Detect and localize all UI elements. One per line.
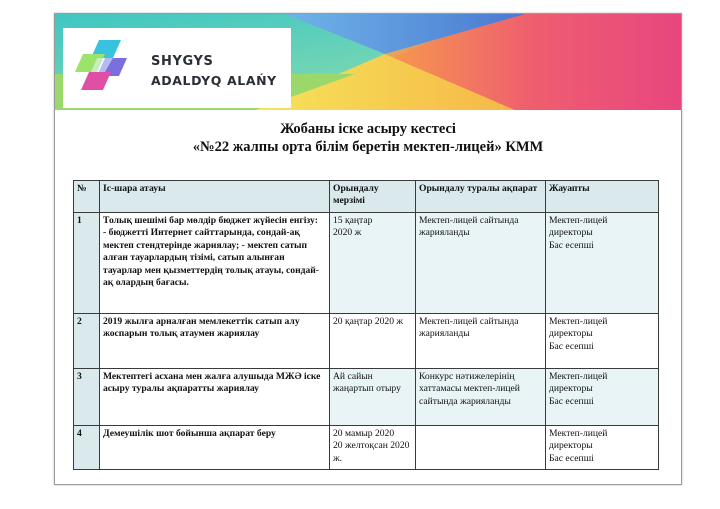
row-number: 2: [74, 314, 100, 369]
responsible-line: Бас есепші: [549, 239, 594, 251]
header-deadline: Орындалу мерзімі: [330, 181, 416, 213]
row-deadline: [330, 426, 416, 470]
row-action: [100, 426, 330, 470]
row-deadline: [330, 314, 416, 369]
row-number: 3: [74, 369, 100, 426]
header-banner: [55, 14, 681, 110]
responsible-line: Мектеп-лицей: [549, 215, 608, 226]
logo: [63, 28, 291, 108]
row-action: [100, 314, 330, 369]
row-info: Мектеп-лицей сайтында жарияланды: [416, 213, 546, 314]
row-action: [100, 213, 330, 314]
row-info: Конкурс нәтижелерінің хаттамасы мектеп-лицей сайтында жарияланды: [416, 369, 546, 426]
responsible-line: Мектеп-лицей: [549, 316, 608, 327]
row-deadline: [330, 213, 416, 314]
table-header-row: [74, 181, 659, 213]
responsible-line: Бас есепші: [549, 340, 594, 352]
row-number: 1: [74, 213, 100, 314]
schedule-table: [73, 180, 659, 470]
title-line2: «№22 жалпы орта білім беретін мектеп-лицей» КММ: [192, 139, 544, 155]
header-number: №: [74, 181, 100, 213]
title-line1: Жобаны іске асыру кестесі: [280, 121, 456, 137]
deadline-line: жаңартып отыру: [333, 383, 401, 395]
responsible-line: Мектеп-лицей: [549, 428, 608, 439]
deadline-line: 15 қаңтар: [333, 215, 373, 226]
table-row: [74, 213, 659, 314]
table-row: [74, 369, 659, 426]
logo-text-line2: ADALDYQ ALAŃY: [151, 73, 277, 88]
header-action: Іс-шара атауы: [100, 181, 330, 213]
row-number: 4: [74, 426, 100, 470]
row-deadline: [330, 369, 416, 426]
responsible-line: Мектеп-лицей: [549, 371, 608, 382]
document-title: [55, 120, 681, 156]
table-row: [74, 426, 659, 470]
row-action: [100, 369, 330, 426]
deadline-line: Ай сайын: [333, 371, 373, 382]
row-responsible: [546, 426, 659, 470]
row-responsible: [546, 213, 659, 314]
deadline-line: 20 қаңтар 2020 ж: [333, 316, 404, 327]
action-line: Мектептегі асхана мен жалға алушыда МЖӘ іске асыру туралы ақпаратты жариялау: [103, 371, 321, 395]
action-line: Толық шешімі бар мөлдір бюджет жүйесін енгізу:: [103, 215, 318, 226]
action-line: 2019 жылға арналған мемлекеттік сатып алу жоспарын толық атаумен жариялау: [103, 316, 300, 340]
row-responsible: [546, 369, 659, 426]
responsible-line: директоры: [549, 383, 593, 395]
header-info: Орындалу туралы ақпарат: [416, 181, 546, 213]
responsible-line: директоры: [549, 227, 593, 239]
action-line: - бюджеттi Интернет сайттарында, сондай-ақ мектеп стендтерінде жариялау; - мектеп сатып алған тауарлардың тізімі, сатып алынған тауарлар мен қызметтердің толық атауы, сондай-ақ олардың бағасы.: [103, 227, 319, 289]
deadline-line: 2020 ж: [333, 227, 362, 239]
row-info: [416, 426, 546, 470]
responsible-line: Бас есепші: [549, 452, 594, 464]
header-responsible: Жауапты: [546, 181, 659, 213]
deadline-line: 20 желтоқсан 2020 ж.: [333, 440, 410, 464]
responsible-line: директоры: [549, 440, 593, 452]
logo-text-line1: SHYGYS: [151, 54, 214, 69]
responsible-line: директоры: [549, 328, 593, 340]
row-responsible: [546, 314, 659, 369]
logo-mark-icon: [69, 36, 143, 96]
row-info: Мектеп-лицей сайтында жарияланды: [416, 314, 546, 369]
action-line: Демеушілік шот бойынша ақпарат беру: [103, 428, 276, 439]
document-page: [54, 13, 682, 485]
table-row: [74, 314, 659, 369]
responsible-line: Бас есепші: [549, 395, 594, 407]
deadline-line: 20 мамыр 2020: [333, 428, 395, 439]
